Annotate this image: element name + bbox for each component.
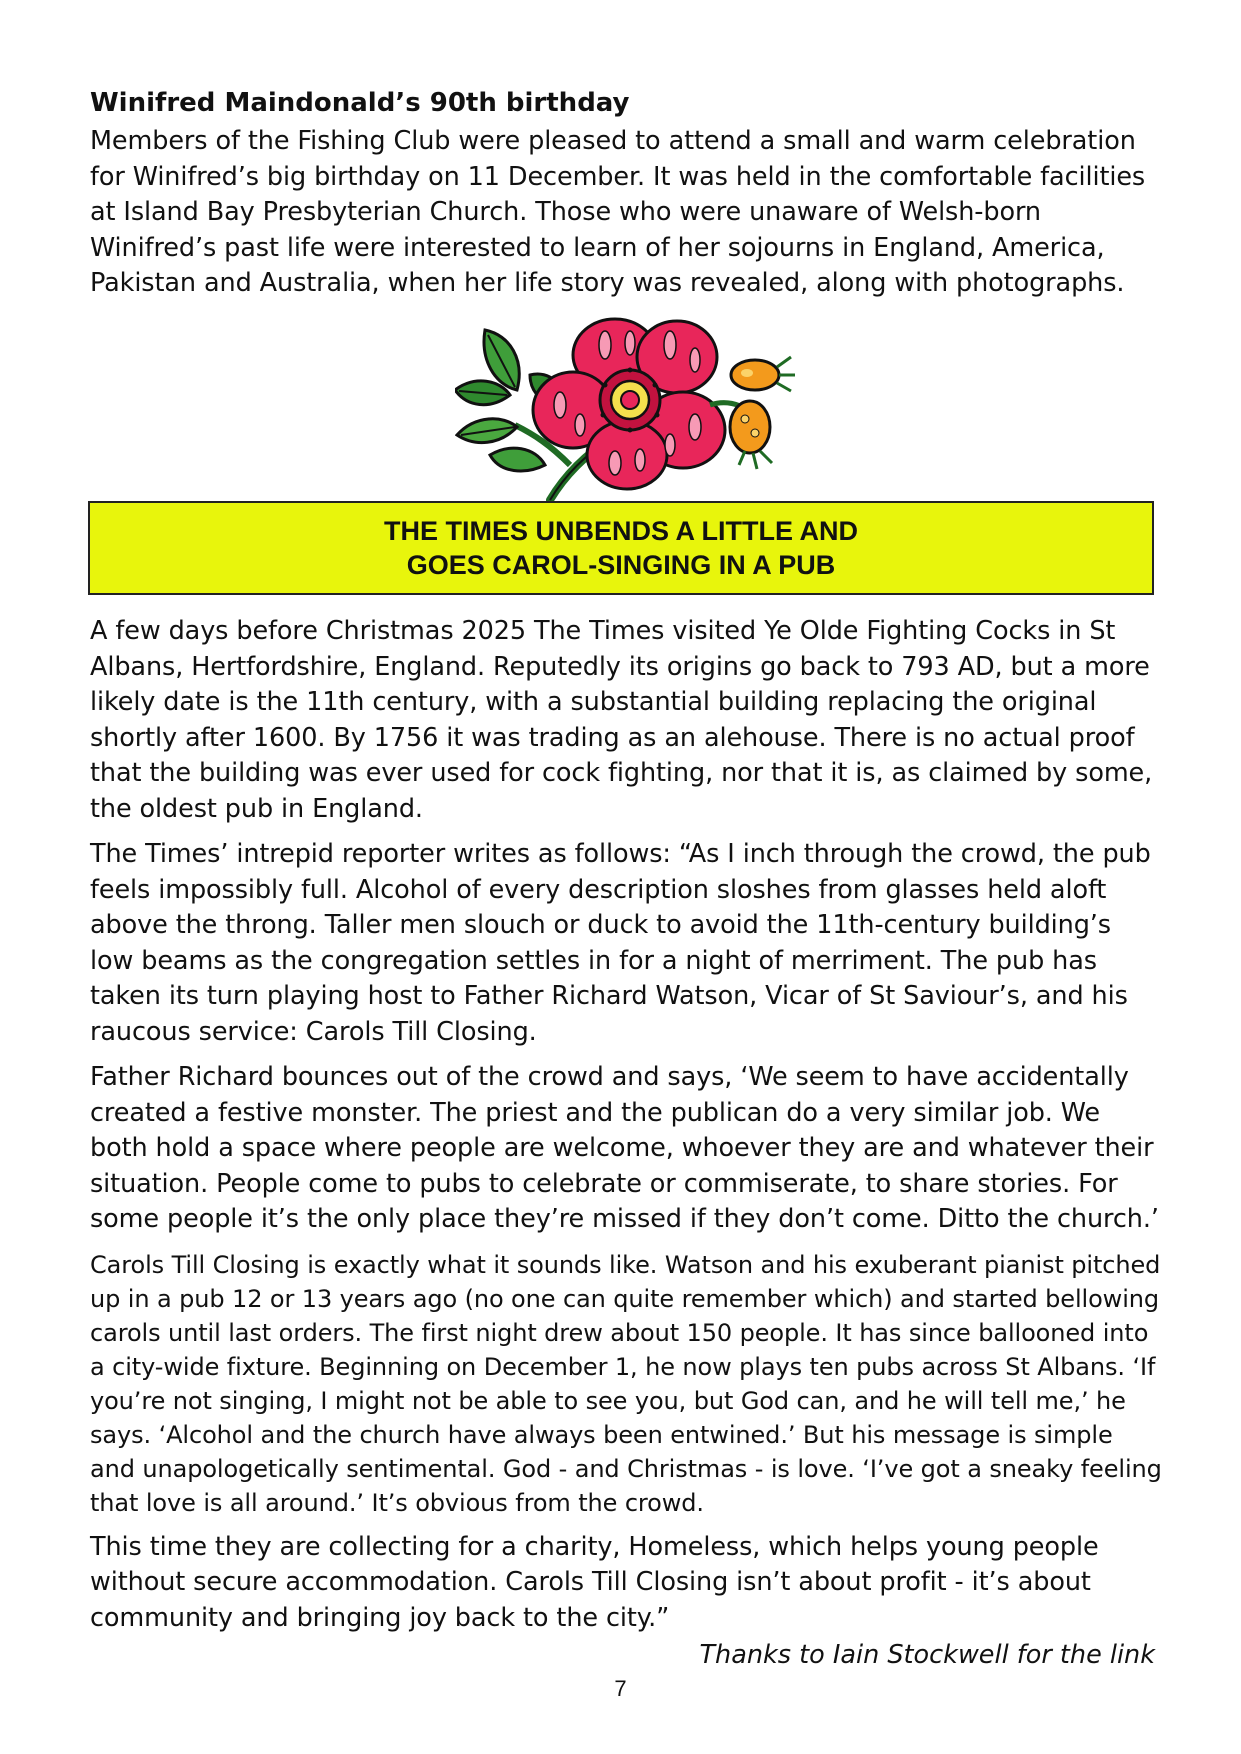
intro-paragraph: Members of the Fishing Club were pleased to attend a small and warm celebration for Winifred’s big birthday on 11 December. It was held in the comfortable facilities at Island Bay Presbyterian Church. Those who were unaware of Welsh-born Winifred’s past life were interested to learn of her sojourns in England, America, Pakistan and Australia, when her life story was revealed, along with photographs. — [90, 126, 1146, 298]
banner-line-1: THE TIMES UNBENDS A LITTLE AND — [384, 516, 858, 546]
article-body — [90, 614, 1162, 1646]
headline-banner — [88, 501, 1154, 595]
section-title: Winifred Maindonald’s 90th birthday — [90, 88, 630, 118]
article-paragraph: A few days before Christmas 2025 The Times visited Ye Olde Fighting Cocks in St Albans, Hertfordshire, England. Reputedly its origins go back to 793 AD, but a more likely date is the 11th century, with a substantial building replacing the original shortly after 1600. By 1756 it was trading as an alehouse. There is no actual proof that the building was ever used for cock fighting, nor that it is, as claimed by some, the oldest pub in England. — [90, 616, 1153, 824]
credit-line: Thanks to Iain Stockwell for the link — [699, 1640, 1155, 1670]
banner-line-2: GOES CAROL-SINGING IN A PUB — [406, 550, 836, 580]
article-paragraph: Carols Till Closing is exactly what it sounds like. Watson and his exuberant pianist pitched up in a pub 12 or 13 years ago (no one can quite remember which) and started bellowing carols until last orders. The first night drew about 150 people. It has since ballooned into a city-wide fixture. Beginning on December 1, he now plays ten pubs across St Albans. ‘If you’re not singing, I might not be able to see you, but God can, and he will tell me,’ he says. ‘Alcohol and the church have always been entwined.’ But his message is simple and unapologetically sentimental. God - and Christmas - is love. ‘I’ve got a sneaky feeling that love is all around.’ It’s obvious from the crowd. — [90, 1250, 1162, 1517]
article-paragraph: The Times’ intrepid reporter writes as follows: “As I inch through the crowd, the pub feels impossibly full. Alcohol of every description sloshes from glasses held aloft above the throng. Taller men slouch or duck to avoid the 11th-century building’s low beams as the congregation settles in for a night of merriment. The pub has taken its turn playing host to Father Richard Watson, Vicar of St Saviour’s, and his raucous service: Carols Till Closing. — [90, 839, 1151, 1047]
intro-section — [90, 86, 1162, 312]
article-paragraph: Father Richard bounces out of the crowd and says, ‘We seem to have accidentally created a festive monster. The priest and the publican do a very similar job. We both hold a space where people are welcome, whoever they are and whatever their situation. People come to pubs to celebrate or commiserate, to share stories. For some people it’s the only place they’re missed if they don’t come. Ditto the church.’ — [90, 1062, 1159, 1234]
article-paragraph: This time they are collecting for a charity, Homeless, which helps young people without secure accommodation. Carols Till Closing isn’t about profit - it’s about community and bringing joy back to the city.” — [90, 1531, 1099, 1633]
rose-flower-icon — [455, 315, 815, 505]
page-number: 7 — [614, 1676, 627, 1701]
